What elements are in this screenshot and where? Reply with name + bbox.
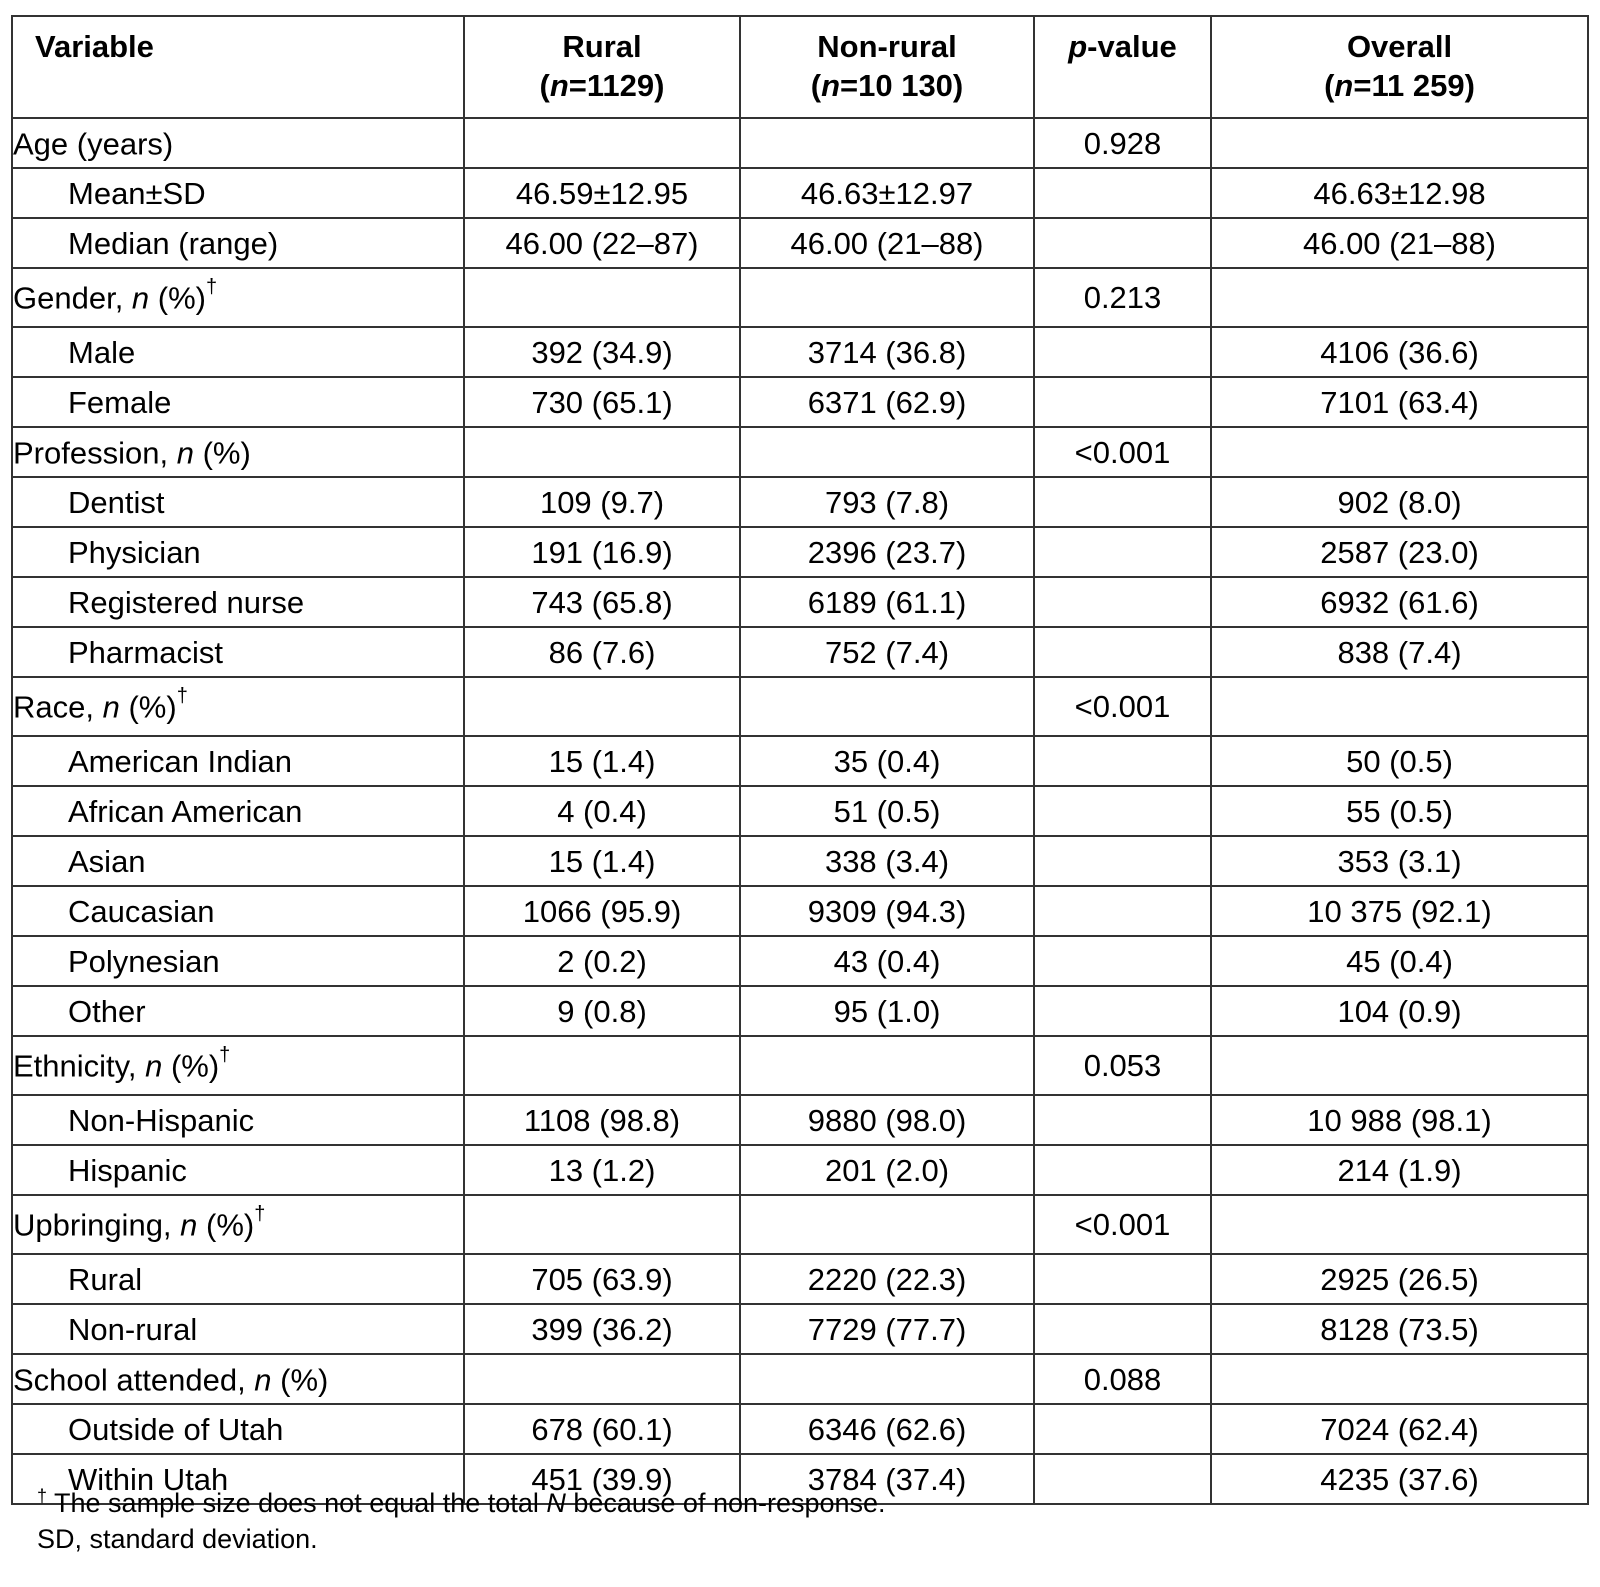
- cell-overall: 7024 (62.4): [1211, 1404, 1588, 1454]
- row-label: Caucasian: [12, 886, 464, 936]
- cell-overall: 4235 (37.6): [1211, 1454, 1588, 1504]
- cell-rural: 46.00 (22–87): [464, 218, 740, 268]
- cell-rural: 399 (36.2): [464, 1304, 740, 1354]
- cell-nonrural: 7729 (77.7): [740, 1304, 1034, 1354]
- cell-p-value: [1034, 477, 1211, 527]
- cell-nonrural: [740, 268, 1034, 327]
- cell-overall: 902 (8.0): [1211, 477, 1588, 527]
- row-label: Non-Hispanic: [12, 1095, 464, 1145]
- group-row: [12, 118, 1588, 168]
- row-label: Male: [12, 327, 464, 377]
- cell-p-value: [1034, 527, 1211, 577]
- table-row: [12, 786, 1588, 836]
- cell-nonrural: [740, 427, 1034, 477]
- cell-p-value: 0.928: [1034, 118, 1211, 168]
- row-label: Mean±SD: [12, 168, 464, 218]
- header-nonrural: Non-rural (n=10 130): [740, 16, 1034, 118]
- cell-p-value: [1034, 627, 1211, 677]
- group-label: Gender, n (%)†: [12, 268, 464, 327]
- footnote-nonresponse: † The sample size does not equal the total N because of non-response.: [37, 1486, 886, 1518]
- cell-nonrural: 201 (2.0): [740, 1145, 1034, 1195]
- cell-nonrural: [740, 118, 1034, 168]
- cell-rural: [464, 677, 740, 736]
- row-label: Polynesian: [12, 936, 464, 986]
- row-label: Non-rural: [12, 1304, 464, 1354]
- table-row: [12, 527, 1588, 577]
- cell-rural: [464, 1195, 740, 1254]
- cell-p-value: 0.088: [1034, 1354, 1211, 1404]
- cell-overall: 838 (7.4): [1211, 627, 1588, 677]
- cell-rural: 109 (9.7): [464, 477, 740, 527]
- cell-p-value: [1034, 577, 1211, 627]
- cell-nonrural: [740, 677, 1034, 736]
- row-label: Outside of Utah: [12, 1404, 464, 1454]
- table-row: [12, 836, 1588, 886]
- cell-nonrural: 6346 (62.6): [740, 1404, 1034, 1454]
- table-row: [12, 936, 1588, 986]
- cell-rural: 705 (63.9): [464, 1254, 740, 1304]
- table-row: [12, 886, 1588, 936]
- cell-nonrural: 46.00 (21–88): [740, 218, 1034, 268]
- table-row: [12, 1095, 1588, 1145]
- cell-overall: 2925 (26.5): [1211, 1254, 1588, 1304]
- cell-nonrural: 35 (0.4): [740, 736, 1034, 786]
- cell-rural: [464, 1036, 740, 1095]
- cell-overall: 214 (1.9): [1211, 1145, 1588, 1195]
- footnote-sd-definition: SD, standard deviation.: [37, 1524, 318, 1554]
- cell-nonrural: 752 (7.4): [740, 627, 1034, 677]
- cell-p-value: [1034, 836, 1211, 886]
- group-row: [12, 427, 1588, 477]
- table-row: [12, 1145, 1588, 1195]
- cell-overall: [1211, 118, 1588, 168]
- cell-nonrural: 3714 (36.8): [740, 327, 1034, 377]
- cell-nonrural: 3784 (37.4): [740, 1454, 1034, 1504]
- cell-overall: 6932 (61.6): [1211, 577, 1588, 627]
- cell-p-value: [1034, 1304, 1211, 1354]
- row-label: Hispanic: [12, 1145, 464, 1195]
- group-label: Profession, n (%): [12, 427, 464, 477]
- table-footnotes: [37, 1478, 886, 1557]
- cell-nonrural: 793 (7.8): [740, 477, 1034, 527]
- row-label: Rural: [12, 1254, 464, 1304]
- cell-rural: 191 (16.9): [464, 527, 740, 577]
- row-label: Other: [12, 986, 464, 1036]
- cell-overall: 2587 (23.0): [1211, 527, 1588, 577]
- table-row: [12, 986, 1588, 1036]
- cell-rural: 13 (1.2): [464, 1145, 740, 1195]
- cell-p-value: [1034, 1145, 1211, 1195]
- table-row: [12, 1304, 1588, 1354]
- header-p-value: p-value: [1034, 16, 1211, 118]
- cell-p-value: [1034, 218, 1211, 268]
- row-label: African American: [12, 786, 464, 836]
- cell-p-value: [1034, 1095, 1211, 1145]
- cell-p-value: 0.053: [1034, 1036, 1211, 1095]
- table-row: [12, 736, 1588, 786]
- cell-nonrural: 95 (1.0): [740, 986, 1034, 1036]
- table-row: [12, 377, 1588, 427]
- cell-rural: 46.59±12.95: [464, 168, 740, 218]
- group-label: Age (years): [12, 118, 464, 168]
- row-label: Physician: [12, 527, 464, 577]
- cell-overall: 4106 (36.6): [1211, 327, 1588, 377]
- group-label: Upbringing, n (%)†: [12, 1195, 464, 1254]
- group-row: [12, 268, 1588, 327]
- header-overall: Overall (n=11 259): [1211, 16, 1588, 118]
- cell-rural: [464, 1354, 740, 1404]
- table-row: [12, 218, 1588, 268]
- cell-overall: 8128 (73.5): [1211, 1304, 1588, 1354]
- cell-p-value: [1034, 1454, 1211, 1504]
- table-row: [12, 627, 1588, 677]
- row-label: Registered nurse: [12, 577, 464, 627]
- header-variable: Variable: [12, 16, 464, 118]
- cell-p-value: [1034, 736, 1211, 786]
- row-label: Median (range): [12, 218, 464, 268]
- cell-rural: 15 (1.4): [464, 736, 740, 786]
- cell-nonrural: 338 (3.4): [740, 836, 1034, 886]
- cell-p-value: [1034, 786, 1211, 836]
- cell-p-value: <0.001: [1034, 427, 1211, 477]
- group-row: [12, 1195, 1588, 1254]
- cell-overall: 45 (0.4): [1211, 936, 1588, 986]
- cell-rural: 4 (0.4): [464, 786, 740, 836]
- header-row: [12, 16, 1588, 118]
- cell-overall: 104 (0.9): [1211, 986, 1588, 1036]
- row-label: American Indian: [12, 736, 464, 786]
- cell-overall: [1211, 1354, 1588, 1404]
- group-label: Race, n (%)†: [12, 677, 464, 736]
- header-rural: Rural (n=1129): [464, 16, 740, 118]
- cell-rural: 2 (0.2): [464, 936, 740, 986]
- cell-rural: [464, 427, 740, 477]
- group-row: [12, 1354, 1588, 1404]
- cell-p-value: [1034, 377, 1211, 427]
- cell-rural: 678 (60.1): [464, 1404, 740, 1454]
- cell-nonrural: 46.63±12.97: [740, 168, 1034, 218]
- cell-p-value: [1034, 986, 1211, 1036]
- cell-nonrural: [740, 1036, 1034, 1095]
- row-label: Dentist: [12, 477, 464, 527]
- cell-overall: [1211, 427, 1588, 477]
- cell-nonrural: 6371 (62.9): [740, 377, 1034, 427]
- cell-nonrural: [740, 1354, 1034, 1404]
- table-row: [12, 1254, 1588, 1304]
- cell-rural: [464, 118, 740, 168]
- cell-overall: 46.63±12.98: [1211, 168, 1588, 218]
- cell-rural: 451 (39.9): [464, 1454, 740, 1504]
- cell-nonrural: 2396 (23.7): [740, 527, 1034, 577]
- group-row: [12, 1036, 1588, 1095]
- table-row: [12, 327, 1588, 377]
- cell-p-value: [1034, 327, 1211, 377]
- row-label: Asian: [12, 836, 464, 886]
- cell-p-value: [1034, 936, 1211, 986]
- row-label: Within Utah: [12, 1454, 464, 1504]
- table-row: [12, 477, 1588, 527]
- cell-rural: 9 (0.8): [464, 986, 740, 1036]
- table-row: [12, 577, 1588, 627]
- cell-p-value: [1034, 886, 1211, 936]
- cell-rural: 1066 (95.9): [464, 886, 740, 936]
- cell-overall: 10 375 (92.1): [1211, 886, 1588, 936]
- cell-rural: 743 (65.8): [464, 577, 740, 627]
- cell-rural: [464, 268, 740, 327]
- cell-nonrural: 9309 (94.3): [740, 886, 1034, 936]
- group-label: School attended, n (%): [12, 1354, 464, 1404]
- cell-overall: 46.00 (21–88): [1211, 218, 1588, 268]
- cell-nonrural: 51 (0.5): [740, 786, 1034, 836]
- group-row: [12, 677, 1588, 736]
- cell-overall: [1211, 677, 1588, 736]
- cell-p-value: [1034, 168, 1211, 218]
- cell-nonrural: 43 (0.4): [740, 936, 1034, 986]
- cell-overall: [1211, 1036, 1588, 1095]
- cell-p-value: [1034, 1254, 1211, 1304]
- cell-p-value: [1034, 1404, 1211, 1454]
- cell-rural: 86 (7.6): [464, 627, 740, 677]
- cell-nonrural: 6189 (61.1): [740, 577, 1034, 627]
- cell-rural: 15 (1.4): [464, 836, 740, 886]
- demographics-table: [11, 15, 1589, 1505]
- cell-overall: [1211, 268, 1588, 327]
- cell-rural: 730 (65.1): [464, 377, 740, 427]
- cell-overall: 353 (3.1): [1211, 836, 1588, 886]
- row-label: Female: [12, 377, 464, 427]
- cell-nonrural: 2220 (22.3): [740, 1254, 1034, 1304]
- group-label: Ethnicity, n (%)†: [12, 1036, 464, 1095]
- cell-overall: 10 988 (98.1): [1211, 1095, 1588, 1145]
- cell-overall: 7101 (63.4): [1211, 377, 1588, 427]
- cell-p-value: <0.001: [1034, 1195, 1211, 1254]
- cell-nonrural: 9880 (98.0): [740, 1095, 1034, 1145]
- table-row: [12, 168, 1588, 218]
- cell-p-value: <0.001: [1034, 677, 1211, 736]
- table-row: [12, 1404, 1588, 1454]
- cell-overall: 50 (0.5): [1211, 736, 1588, 786]
- cell-overall: [1211, 1195, 1588, 1254]
- cell-rural: 1108 (98.8): [464, 1095, 740, 1145]
- cell-nonrural: [740, 1195, 1034, 1254]
- cell-overall: 55 (0.5): [1211, 786, 1588, 836]
- cell-rural: 392 (34.9): [464, 327, 740, 377]
- cell-p-value: 0.213: [1034, 268, 1211, 327]
- row-label: Pharmacist: [12, 627, 464, 677]
